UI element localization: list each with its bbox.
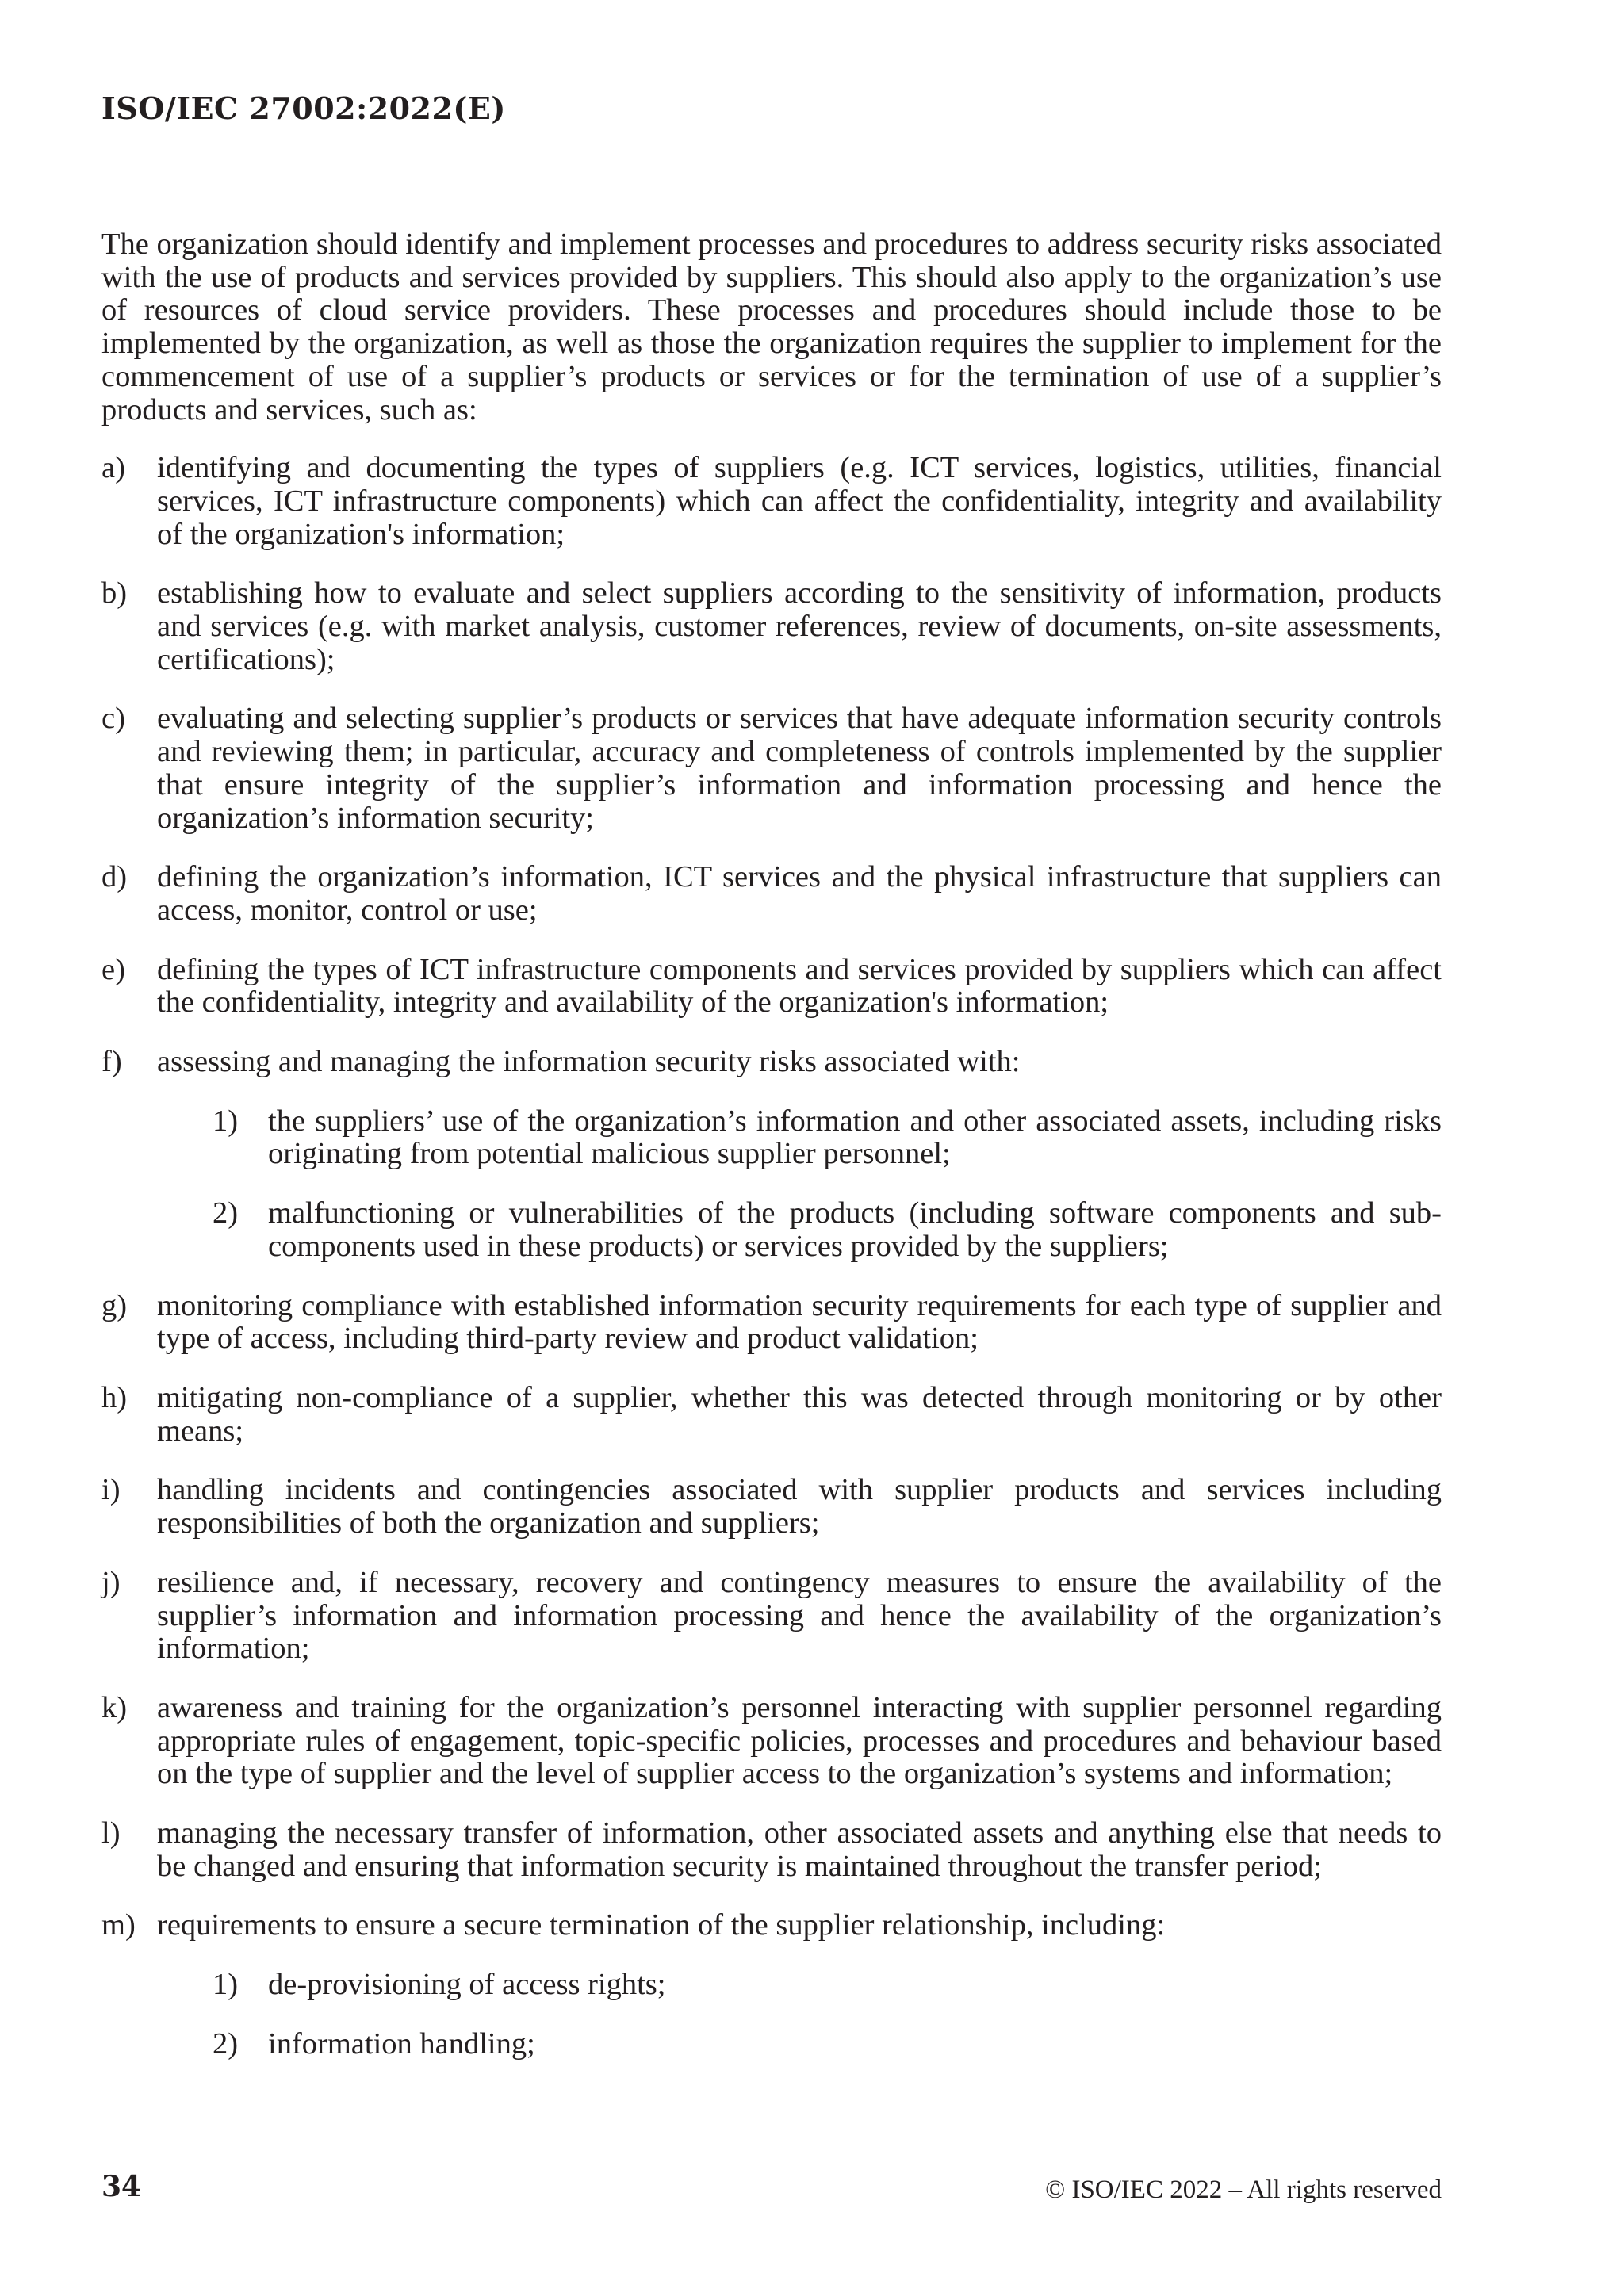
sub-list-item-text: the suppliers’ use of the organization’s information and other associated assets, including risks originating from potential malicious supplier personnel;: [268, 1104, 1442, 1171]
list-item-text: awareness and training for the organization’s personnel interacting with supplier personnel regarding appropriate rules of engagement, topic-specific policies, processes and procedures and behaviour based on the type of supplier and the level of supplier access to the organization’s systems and information;: [157, 1690, 1442, 1791]
sub-list-item: [157, 2028, 1442, 2061]
list-item: [102, 1474, 1442, 1540]
list-marker: m): [102, 1908, 136, 1942]
list-marker: l): [102, 1816, 121, 1850]
list-item: [102, 702, 1442, 835]
list-marker: j): [102, 1565, 121, 1599]
sub-list-marker: 2): [213, 1196, 239, 1230]
list-item-text: assessing and managing the information security risks associated with:: [157, 1045, 1021, 1079]
list-item: [102, 1567, 1442, 1666]
list-item: [102, 452, 1442, 551]
list-marker: b): [102, 576, 128, 610]
list-item: [102, 1692, 1442, 1791]
list-item-text: mitigating non-compliance of a supplier, whether this was detected through monitoring or by other means;: [157, 1380, 1442, 1448]
list-marker: c): [102, 702, 125, 736]
list-item-text: managing the necessary transfer of information, other associated assets and anything else that needs to be changed and ensuring that information security is maintained throughout the transfer period;: [157, 1816, 1442, 1883]
sub-list-item-text: malfunctioning or vulnerabilities of the products (including software components and sub-components used in these products) or services provided by the suppliers;: [268, 1196, 1442, 1263]
list-item-text: defining the organization’s information, ICT services and the physical infrastructure that suppliers can access, monitor, control or use;: [157, 860, 1442, 927]
sub-list-marker: 1): [213, 1104, 239, 1138]
list-item: [102, 1909, 1442, 2061]
list-marker: k): [102, 1690, 128, 1724]
sub-list-item: [157, 1197, 1442, 1263]
list-item: [102, 1290, 1442, 1356]
list-item: [102, 1817, 1442, 1883]
sub-list-item: [157, 1969, 1442, 2002]
list-item-text: establishing how to evaluate and select suppliers according to the sensitivity of information, products and services (e.g. with market analysis, customer references, review of documents, on-site assessments, certifications);: [157, 576, 1442, 676]
list-marker: i): [102, 1473, 121, 1507]
intro-paragraph: The organization should identify and implement processes and procedures to address security risks associated with the use of products and services provided by suppliers. This should also apply to the organization’s use of resources of cloud service providers. These processes and procedures should include those to be implemented by the organization, as well as those the organization requires the supplier to implement for the commencement of use of a supplier’s products or services or for the termination of use of a supplier’s products and services, such as:: [102, 228, 1442, 427]
sub-list-item-text: information handling;: [268, 2026, 535, 2061]
list-marker: e): [102, 952, 125, 986]
list-marker: d): [102, 860, 128, 894]
list-item-text: requirements to ensure a secure termination of the supplier relationship, including:: [157, 1908, 1166, 1942]
list-item: [102, 1046, 1442, 1264]
requirements-list: [102, 452, 1442, 2061]
list-item: [102, 954, 1442, 1020]
sub-list-marker: 1): [213, 1968, 239, 2002]
sub-list: [157, 1105, 1442, 1264]
list-marker: f): [102, 1045, 122, 1079]
page-number: 34: [102, 2170, 142, 2203]
list-item-text: resilience and, if necessary, recovery and contingency measures to ensure the availability of the supplier’s information and information processing and hence the availability of the organization’s information;: [157, 1565, 1442, 1666]
list-item-text: handling incidents and contingencies associated with supplier products and services including responsibilities of both the organization and suppliers;: [157, 1473, 1442, 1540]
list-marker: g): [102, 1288, 128, 1322]
list-marker: a): [102, 451, 125, 485]
list-item-text: monitoring compliance with established information security requirements for each type of supplier and type of access, including third-party review and product validation;: [157, 1288, 1442, 1356]
list-item: [102, 1382, 1442, 1448]
sub-list-item-text: de-provisioning of access rights;: [268, 1968, 666, 2002]
list-item: [102, 577, 1442, 676]
page-body: [102, 228, 1442, 2087]
sub-list-item: [157, 1105, 1442, 1171]
list-item-text: defining the types of ICT infrastructure components and services provided by suppliers which can affect the confidentiality, integrity and availability of the organization's information;: [157, 952, 1442, 1020]
document-id-header: ISO/IEC 27002:2022(E): [102, 90, 506, 126]
sub-list-marker: 2): [213, 2026, 239, 2061]
list-item-text: evaluating and selecting supplier’s products or services that have adequate information security controls and reviewing them; in particular, accuracy and completeness of controls implemented by the supplier that ensure integrity of the supplier’s information and information processing and hence the organization’s information security;: [157, 702, 1442, 835]
list-marker: h): [102, 1380, 128, 1414]
sub-list: [157, 1969, 1442, 2061]
copyright-notice: © ISO/IEC 2022 – All rights reserved: [1045, 2175, 1442, 2204]
list-item: [102, 861, 1442, 927]
list-item-text: identifying and documenting the types of suppliers (e.g. ICT services, logistics, utilities, financial services, ICT infrastructure components) which can affect the confidentiality, integrity and availability of the organization's information;: [157, 451, 1442, 551]
